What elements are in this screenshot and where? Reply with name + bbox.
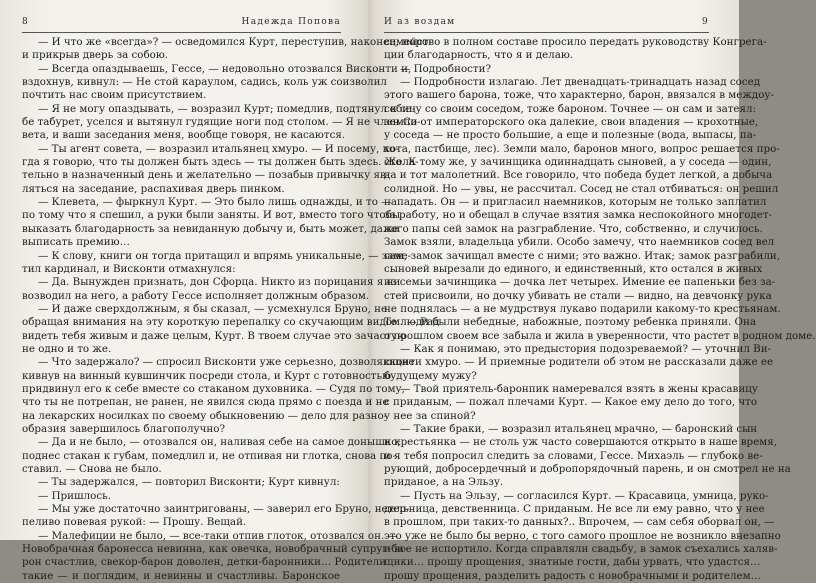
text-line: прошу прощения, разделить радость с новобрачными и родителем… xyxy=(384,569,761,582)
text-line: ляться на заседание, распахивая дверь пинком. xyxy=(22,182,285,195)
text-line: сам, замок зачищал вместе с ними; это важно. Итак; замок разграбили, xyxy=(384,249,781,262)
text-line: — Клевета, — фыркнул Курт. — Это было лишь однажды, и то — xyxy=(38,196,392,209)
text-line: этого вашего барона, тоже, что характерно, барон, ввязался в междоу- xyxy=(384,89,774,102)
text-line: за работу, но и обещал в случае взятия замка неспокойного многодет- xyxy=(384,209,773,222)
text-line: рон счастлив, свекор-барон доволен, детки-баронники… Родители xyxy=(22,556,387,569)
text-line: солидной. Но — увы, не рассчитал. Сосед не стал отбиваться: он решил xyxy=(384,182,779,195)
text-line: собицу со своим соседом, тоже бароном. Точнее — он сам и затеял: xyxy=(384,102,757,115)
text-line: сконти хмуро. — И приемные родители об этом не рассказали даже ее xyxy=(384,356,774,369)
text-line: гда я говорю, что ты должен быть здесь — ты должен быть здесь. Жела- xyxy=(22,156,419,169)
text-line: — Ты задержался, — повторил Висконти; Курт кивнул: xyxy=(38,476,340,489)
text-line: стей присвоили, но дочку убивать не стали — видно, на девчонку рука xyxy=(384,289,772,302)
text-line: — Мы уже достаточно заинтригованы, — заверил его Бруно, нетер- xyxy=(38,503,410,516)
text-line: возводил на него, а работу Гессе исполняет должным образом. xyxy=(22,289,370,302)
text-line: будущему мужу? xyxy=(384,369,477,382)
text-line: рующий, добросердечный и добропорядочный парень, и он смотрел не на xyxy=(384,463,791,475)
text-line: — Как я понимаю, это предыстория подозреваемой? — уточнил Ви- xyxy=(400,342,772,355)
text-line: обращая внимания на эту короткую перепалку со скучающим видом. — Рад xyxy=(22,316,440,329)
text-line: хота, пастбище, лес). Земли мало, баронов много, вопрос решается про- xyxy=(384,142,780,155)
text-line: сто. К тому же, у зачинщика одиннадцать сыновей, а у соседа — один, xyxy=(384,156,772,169)
text-line: земли от императорского ока далекие, свои владения — крохотные, xyxy=(384,116,759,129)
text-line: — Да и не было, — отозвался он, наливая себе на самое донышко; xyxy=(38,436,401,449)
text-line: вздохнув, кивнул: — Не стой караулом, садись, коль уж соизволил xyxy=(22,76,387,89)
text-line: не одно и то же. xyxy=(22,342,112,355)
text-line: не поднялась — а не мудрствуя лукаво подарили какому-то крестьянам. xyxy=(384,302,781,315)
text-line: — Я не могу опаздывать, — возразил Курт; помедлив, подтянул к се- xyxy=(38,102,416,115)
text-line: — Что задержало? — спросил Висконти уже серьезно, дозволяющие xyxy=(38,356,415,369)
text-line: — Подробности излагаю. Лет двенадцать-тринадцать назад сосед xyxy=(400,76,761,89)
text-line: — Твой приятель-баронпик намеревался взять в жены красавицу xyxy=(400,382,758,395)
text-line: на лекарских носилках по своему обыкновению — дело для разно- xyxy=(22,409,388,422)
running-head: Надежда Попова xyxy=(241,17,341,27)
text-line: из семьи зачинщика — дочка лет четырех. Имение ее папеньки без за- xyxy=(384,276,776,289)
text-line: — Малефиции не было, — все-таки отпив глоток, отозвался он. — xyxy=(38,529,398,542)
text-line: — Да. Вынужден признать, дон Сфорца. Никто из порицания я ни xyxy=(38,276,401,289)
text-line: дельница, девственница. С приданым. Не все ли ему равно, что у нее xyxy=(384,503,765,516)
text-line: видеть тебя живым и даже целым, Курт. В твоем случае это зачастую xyxy=(22,329,407,342)
text-line: Те люди были небедные, набожные, поэтому ребенка приняли. Она xyxy=(384,316,756,329)
text-line: кивнув на винный кувшинчик посреди стола, и Курт с готовностью xyxy=(22,369,392,382)
text-line: и прикрыв дверь за собою. xyxy=(22,49,169,62)
text-line: о прошлом своем все забыла и жила в уверенности, что растет в родном доме. xyxy=(384,329,816,342)
text-line: — Такие браки, — возразил итальянец мрачно, — баронский сын xyxy=(400,422,758,435)
text-line: сыновей вырезали до единого, и единственный, кто остался в живых xyxy=(384,262,763,275)
right-page xyxy=(370,0,816,582)
text-line: и я тебя попросил следить за словами, Гессе. Михаэль — глубоко ве- xyxy=(384,449,763,462)
text-line: выказать благодарность за невиданную добычу и, быть может, даже xyxy=(22,222,399,235)
text-line: щики… прошу прощения, знатные гости, дабы урвать, что удастся… xyxy=(384,556,761,569)
text-line: — К слову, книги он тогда притащил и впрямь уникальные, — заме- xyxy=(38,249,412,262)
text-line: ставил. — Снова не было. xyxy=(22,463,162,475)
text-line: что ты не потрепан, не ранен, не явился сюда прямо с поезда и не xyxy=(22,396,389,409)
page-number: 9 xyxy=(701,17,709,27)
text-line: придвинул его к себе вместе со стаканом духовника. — Судя по тому, xyxy=(22,382,405,395)
text-line: ции благодарность, что я и делаю. xyxy=(384,49,574,62)
text-line: бе табурет, уселся и вытянул гудящие ноги под столом. — Я не член Со- xyxy=(22,116,421,129)
text-line: по тому что я спешил, а руки были заняты. И вот, вместо того чтобы xyxy=(22,209,401,222)
text-line: такие — и поглядим, и невинны и счастливы. Баронское xyxy=(22,569,340,582)
text-line: это уже не было бы верно, с того самого прошлое не возникло внезапно xyxy=(384,529,781,542)
text-line: у нее за спиной? xyxy=(384,409,476,422)
text-line: Замок взяли, владельца убили. Особо замечу, что наемников сосед вел xyxy=(384,236,775,249)
text-line: — И даже сверхдолжным, я бы сказал, — усмехнулся Бруно, не xyxy=(38,302,388,315)
text-line: — Ты агент совета, — возразил итальянец хмуро. — И посему, ко- xyxy=(38,142,399,155)
page-number: 8 xyxy=(22,17,30,27)
text-line: да и тот малолетний. Все говорило, что победа будет легкой, а добыча xyxy=(384,169,773,182)
left-page-header xyxy=(22,17,341,31)
text-line: ного папы сей замок на разграбление. Что, собственно, и случилось. xyxy=(384,222,763,235)
text-line: у соседа — не просто большие, а еще и полезные (вода, выпасы, па- xyxy=(384,129,757,142)
text-line: нападать. Он — и пригласил наемников, которым не только заплатил xyxy=(384,196,767,209)
text-line: — Подробности? xyxy=(400,62,491,75)
text-line: и крестьянка — не столь уж часто совершаются открыто в наше время, xyxy=(384,436,778,449)
text-line: выписать премию… xyxy=(22,236,130,249)
right-page-text xyxy=(384,36,816,583)
text-line: и все не испортило. Когда справляли свадьбу, в замок съехались халяв- xyxy=(384,543,778,556)
text-line: тил кардинал, и Висконти отмахнулся: xyxy=(22,262,236,275)
text-line: образия завершилось благополучно? xyxy=(22,422,225,435)
text-line: пеливо повевая рукой: — Прошу. Вещай. xyxy=(22,516,247,529)
text-line: — И что же «всегда»? — осведомился Курт, переступив, наконец, порог xyxy=(38,36,434,48)
text-line: поднес стакан к губам, помедлил и, не отпивая ни глотка, снова по- xyxy=(22,449,396,462)
text-line: — Пришлось. xyxy=(38,489,111,502)
text-line: Новобрачная баронесса невинна, как овечка, новобрачный супруг-ба- xyxy=(22,543,408,556)
text-line: в прошлом, при таких-то данных?.. Впрочем, — сам себя оборвал он, — xyxy=(384,516,775,529)
header-rule xyxy=(384,32,709,33)
text-line: приданое, а на Эльзу. xyxy=(384,476,504,489)
text-line: почтить нас своим присутствием. xyxy=(22,89,207,102)
right-page-header xyxy=(384,17,709,31)
header-rule xyxy=(22,32,341,33)
running-head: И аз воздам xyxy=(384,17,456,27)
text-line: с приданым, — пожал плечами Курт. — Какое ему дело до того, что xyxy=(384,396,758,409)
text-line: тельно в назначенный день и желательно — позабыв привычку яв- xyxy=(22,169,390,182)
text-line: вета, и ваши заседания меня, вообще говоря, не касаются. xyxy=(22,129,346,142)
text-line: — Пусть на Эльзу, — согласился Курт. — Красавица, умница, руко- xyxy=(400,489,769,502)
text-line: семейство в полном составе просило передать руководству Конгрега- xyxy=(384,36,767,48)
text-line: — Всегда опаздываешь, Гессе, — недовольно отозвался Висконти и, xyxy=(38,62,412,75)
